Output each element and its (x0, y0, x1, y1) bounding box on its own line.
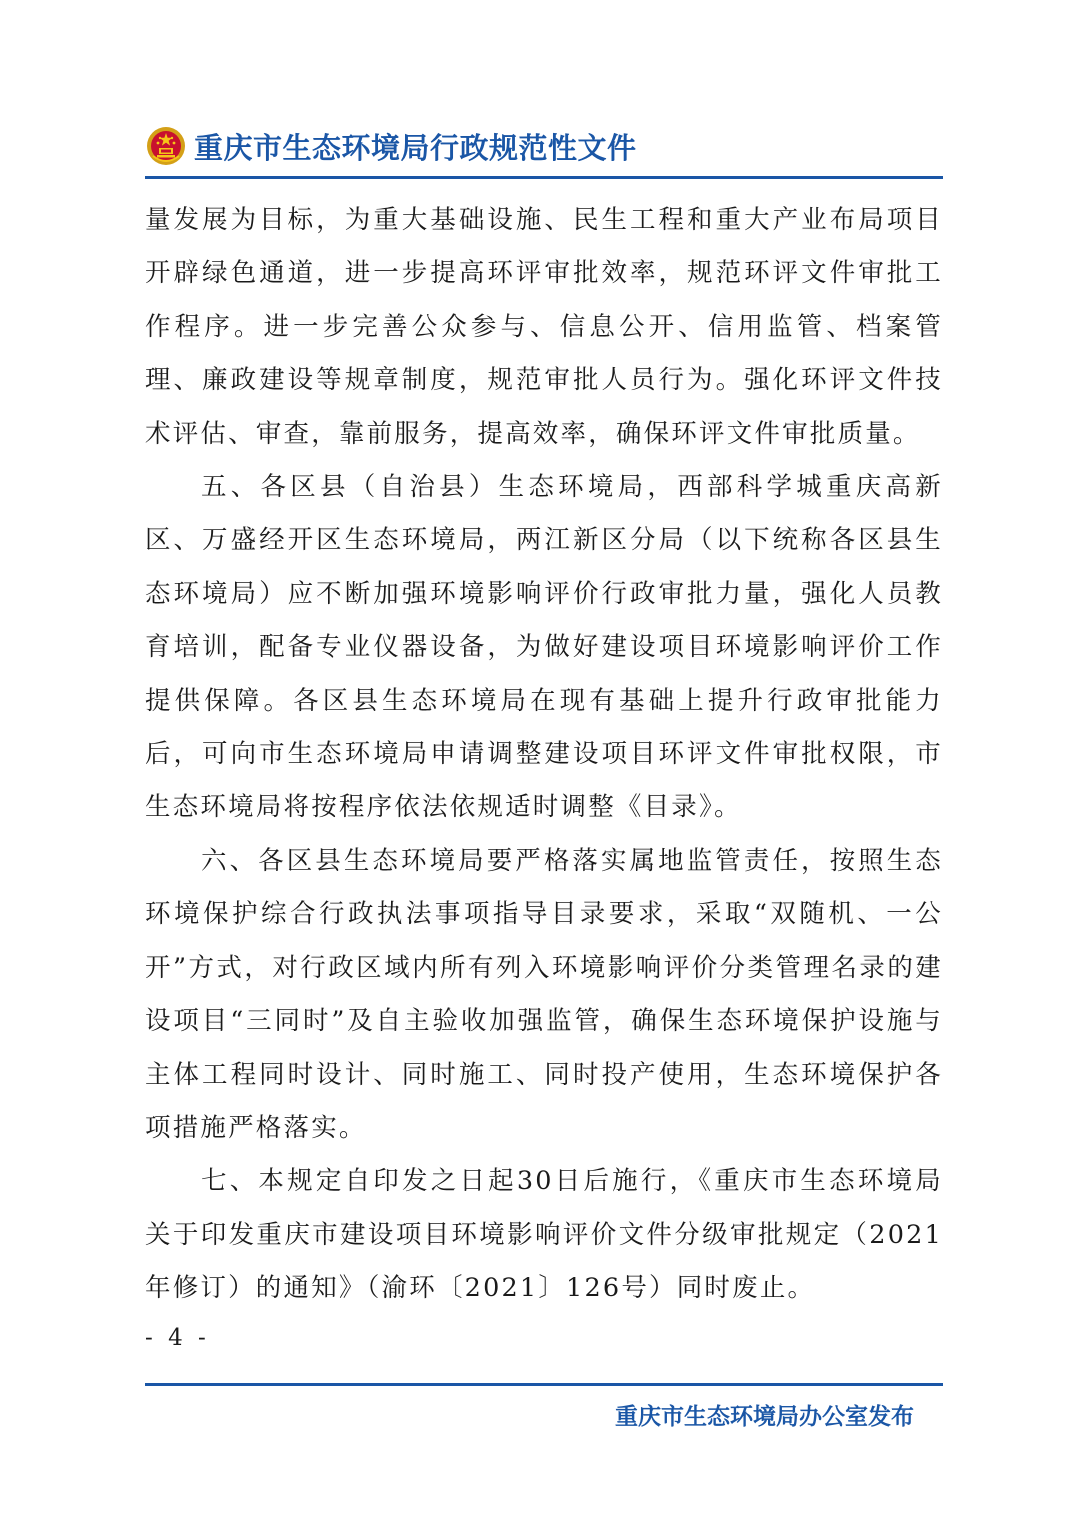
paragraph-item-6: 六、各区县生态环境局要严格落实属地监管责任，按照生态环境保护综合行政执法事项指导目录要求，采取“双随机、一公开”方式，对行政区域内所有列入环境影响评价分类管理名录的建设项目“三同时”及自主验收加强监管，确保生态环境保护设施与主体工程同时设计、同时施工、同时投产使用，生态环境保护各项措施严格落实。 (145, 845, 943, 1143)
paragraph-continuation: 量发展为目标，为重大基础设施、民生工程和重大产业布局项目开辟绿色通道，进一步提高环评审批效率，规范环评文件审批工作程序。进一步完善公众参与、信息公开、信用监管、档案管理、廉政建设等规章制度，规范审批人员行为。强化环评文件技术评估、审查，靠前服务，提高效率，确保环评文件审批质量。 (145, 205, 943, 449)
document-header (146, 122, 637, 170)
national-emblem-icon (146, 126, 186, 166)
paragraph-item-7: 七、本规定自印发之日起30日后施行，《重庆市生态环境局关于印发重庆市建设项目环境影响评价文件分级审批规定（2021年修订）的通知》（渝环〔2021〕126号）同时废止。 (145, 1166, 943, 1304)
document-body (145, 194, 943, 1316)
page-number: - 4 - (145, 1325, 210, 1351)
paragraph-item-5: 五、各区县（自治县）生态环境局，西部科学城重庆高新区、万盛经开区生态环境局，两江新区分局（以下统称各区县生态环境局）应不断加强环境影响评价行政审批力量，强化人员教育培训，配备专业仪器设备，为做好建设项目环境影响评价工作提供保障。各区县生态环境局在现有基础上提升行政审批能力后，可向市生态环境局申请调整建设项目环评文件审批权限，市生态环境局将按程序依法依规适时调整《目录》。 (145, 472, 943, 823)
header-title: 重庆市生态环境局行政规范性文件 (194, 130, 637, 165)
footer-publisher: 重庆市生态环境局办公室发布 (615, 1404, 914, 1430)
footer-divider (145, 1383, 943, 1386)
header-divider (145, 176, 943, 179)
